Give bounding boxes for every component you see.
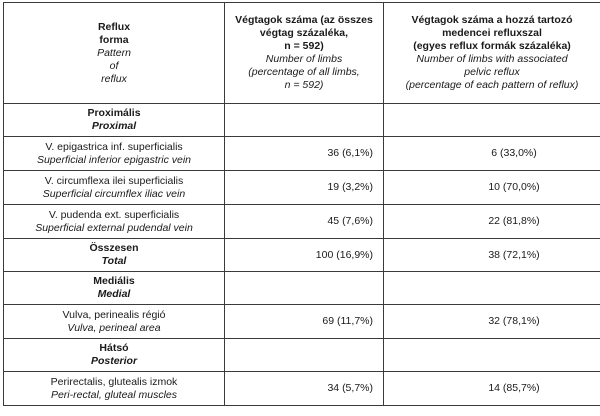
table-row [4, 171, 600, 205]
limbs-value-cell: 100 (16,9%) [225, 239, 384, 272]
vein-label-en: Superficial external pudendal vein [35, 221, 193, 234]
vein-label-en: Vulva, perineal area [67, 321, 161, 334]
pelvic-value-cell: 10 (70,0%) [384, 171, 600, 205]
vein-label-en: Peri-rectal, gluteal muscles [50, 388, 178, 401]
total-row [4, 239, 600, 272]
limbs-value-cell: 36 (6,1%) [225, 137, 384, 171]
pelvic-value-cell: 32 (78,1%) [384, 305, 600, 339]
header-pelvic-cell [384, 3, 600, 104]
section-label-cell [4, 239, 225, 272]
vein-label-en: Superficial inferior epigastric vein [36, 153, 192, 166]
vein-label-cell [4, 137, 225, 171]
header-col1-en-line: of [109, 59, 119, 72]
header-col2-hu-line: Végtagok száma (az összes [235, 14, 373, 26]
table-row [4, 205, 600, 239]
table-row [4, 372, 600, 406]
pelvic-value-cell [384, 272, 600, 305]
section-label-en: Medial [97, 288, 131, 300]
pelvic-value-cell: 22 (81,8%) [384, 205, 600, 239]
limbs-value-cell [225, 104, 384, 137]
header-col1-hu-line: forma [99, 33, 129, 46]
vein-label-hu: V. pudenda ext. superficialis [48, 208, 180, 221]
header-row [4, 3, 600, 104]
header-col2-en-line: n = 592) [284, 79, 324, 91]
vein-label-cell [4, 372, 225, 406]
header-col2-en-line: (percentage of all limbs, [248, 66, 360, 78]
header-col2-en-line: Number of limbs [265, 53, 343, 65]
section-label-en: Total [101, 255, 127, 267]
vein-label-cell [4, 205, 225, 239]
section-row-medial [4, 272, 600, 305]
header-col1-en-line: Pattern [97, 46, 131, 59]
section-label-en: Proximal [91, 120, 137, 132]
table-row [4, 137, 600, 171]
pelvic-value-cell [384, 104, 600, 137]
section-label-cell [4, 339, 225, 372]
header-col3-hu-line: (egyes reflux formák százaléka) [413, 40, 571, 52]
header-col1-hu-line: Reflux [97, 20, 131, 33]
pelvic-value-cell: 38 (72,1%) [384, 239, 600, 272]
header-col2-hu-line: n = 592) [284, 40, 324, 52]
vein-label-cell [4, 171, 225, 205]
header-pattern-cell [4, 3, 225, 104]
vein-label-hu: Vulva, perinealis régió [62, 308, 166, 321]
limbs-value-cell: 45 (7,6%) [225, 205, 384, 239]
pelvic-value-cell [384, 339, 600, 372]
limbs-value-cell: 34 (5,7%) [225, 372, 384, 406]
table-row [4, 305, 600, 339]
header-col2-hu-line: végtag százaléka, [259, 27, 349, 39]
header-col1-en-line: reflux [101, 72, 127, 85]
vein-label-en: Superficial circumflex iliac vein [42, 187, 186, 200]
section-label-hu: Mediális [93, 275, 135, 287]
header-col3-en-line: pelvic reflux [464, 66, 520, 78]
header-col3-hu-line: medencei refluxszal [442, 27, 542, 39]
limbs-value-cell: 69 (11,7%) [225, 305, 384, 339]
header-col3-en-line: Number of limbs with associated [416, 53, 568, 65]
section-label-hu: Proximális [87, 107, 141, 119]
reflux-table [3, 2, 600, 406]
section-row-posterior [4, 339, 600, 372]
limbs-value-cell [225, 272, 384, 305]
vein-label-cell [4, 305, 225, 339]
vein-label-hu: V. epigastrica inf. superficialis [45, 140, 183, 153]
table-container [3, 2, 600, 406]
section-label-cell [4, 272, 225, 305]
section-label-en: Posterior [90, 355, 138, 367]
header-limbs-cell [225, 3, 384, 104]
section-label-hu: Hátsó [99, 342, 129, 354]
pelvic-value-cell: 6 (33,0%) [384, 137, 600, 171]
vein-label-hu: Perirectalis, glutealis izmok [50, 375, 178, 388]
header-col3-hu-line: Végtagok száma a hozzá tartozó [411, 14, 573, 26]
section-label-cell [4, 104, 225, 137]
section-label-hu: Összesen [89, 242, 139, 254]
limbs-value-cell: 19 (3,2%) [225, 171, 384, 205]
section-row-proximal [4, 104, 600, 137]
vein-label-hu: V. circumflexa ilei superficialis [44, 174, 184, 187]
header-col3-en-line: (percentage of each pattern of reflux) [405, 79, 579, 91]
limbs-value-cell [225, 339, 384, 372]
pelvic-value-cell: 14 (85,7%) [384, 372, 600, 406]
